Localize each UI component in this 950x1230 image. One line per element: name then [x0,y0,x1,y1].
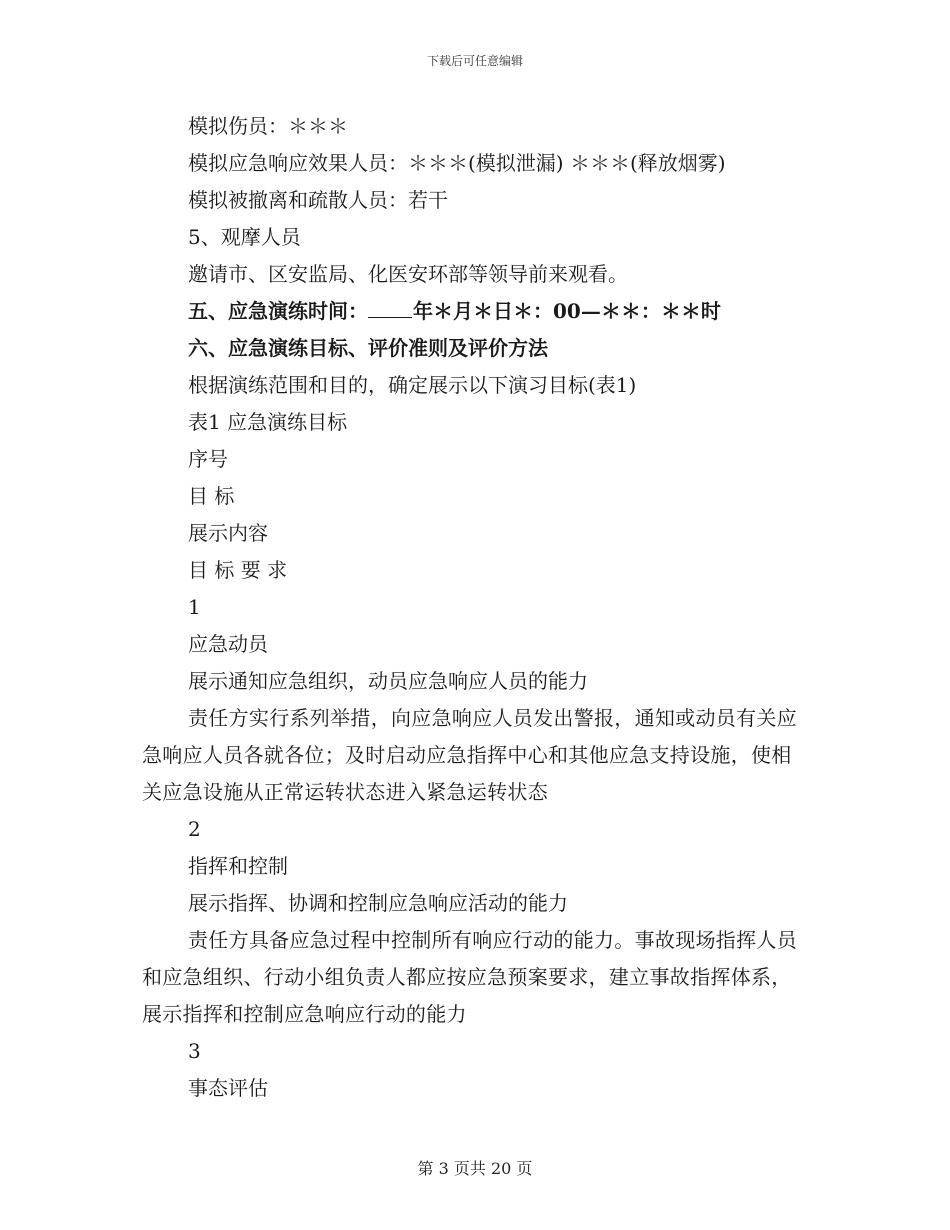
text-line: 根据演练范围和目的，确定展示以下演习目标(表1) [188,373,637,397]
table-cell: 应急动员 [188,632,268,656]
text-line: 模拟被撤离和疏散人员：若干 [188,188,448,212]
page-footer: 第 3 页共 20 页 [417,1159,533,1178]
table-cell: 展示指挥、协调和控制应急响应活动的能力 [188,891,568,915]
text-line: 模拟应急响应效果人员：＊＊＊(模拟泄漏) ＊＊＊(释放烟雾) [188,151,726,175]
document-body [142,108,807,1107]
table-cell: 1 [188,595,201,619]
table-header-cell: 目 标 [188,484,235,508]
table-cell: 指挥和控制 [188,854,288,878]
page-header: 下载后可任意编辑 [426,54,523,68]
table-caption: 表1 应急演练目标 [188,410,348,434]
text-line: 模拟伤员：＊＊＊ [188,114,348,138]
subsection-heading: 5、观摩人员 [188,225,301,249]
table-cell: 展示通知应急组织，动员应急响应人员的能力 [188,669,588,693]
heading-text: 五、应急演练时间： [188,299,368,323]
text-line: 邀请市、区安监局、化医安环部等领导前来观看。 [188,262,628,286]
table-cell-paragraph: 责任方实行系列举措，向应急响应人员发出警报，通知或动员有关应急响应人员各就各位；及时启动应急指挥中心和其他应急支持设施，使相关应急设施从正常运转状态进入紧急运转状态 [142,706,797,804]
table-cell-paragraph: 责任方具备应急过程中控制所有响应行动的能力。事故现场指挥人员和应急组织、行动小组负责人都应按应急预案要求，建立事故指挥体系，展示指挥和控制应急响应行动的能力 [142,928,797,1026]
table-cell: 3 [188,1039,201,1063]
table-header-cell: 展示内容 [188,521,268,545]
blank-underline [368,299,412,318]
heading-text: 年＊月＊日＊：00—＊＊：＊＊时 [413,299,721,323]
section-heading-drill-time [142,293,807,330]
table-header-cell: 序号 [188,447,228,471]
table-cell: 事态评估 [188,1076,268,1100]
table-cell: 2 [188,817,201,841]
section-heading-drill-goals: 六、应急演练目标、评价准则及评价方法 [188,336,548,360]
table-header-cell: 目 标 要 求 [188,558,288,582]
